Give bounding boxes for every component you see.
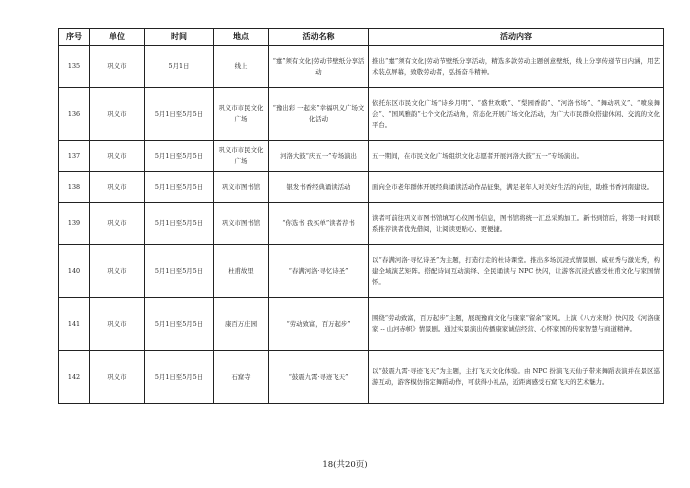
- row-unit: 巩义市: [90, 46, 145, 88]
- row-no: 141: [59, 298, 90, 351]
- row-time: 5月1日至5月5日: [145, 351, 214, 404]
- row-time: 5月1日至5月5日: [145, 298, 214, 351]
- row-activity-content: 读者可前往巩义市图书馆填写心仪图书信息，图书馆将统一汇总采购加工。新书到馆后，将第一时间联系推荐读者优先借阅，让阅读更贴心、更便捷。: [369, 203, 664, 245]
- table-row: [59, 172, 664, 203]
- row-no: 140: [59, 245, 90, 298]
- row-place: 巩义市市民文化广场: [214, 88, 269, 141]
- row-unit: 巩义市: [90, 172, 145, 203]
- row-unit: 巩义市: [90, 203, 145, 245]
- row-activity-content: 围绕“劳动致富，百万起步”主题，展现豫商文化与康家“留余”家风。上演《八方来财》快闪及《河洛康家 -- 山河赤帜》情景剧。通过实景演出传播康家诚信经营、心怀家国的传家智慧与商道精神。: [369, 298, 664, 351]
- row-no: 137: [59, 141, 90, 172]
- header-activity-name: 活动名称: [269, 29, 369, 46]
- row-activity-name: “豫出彩 一起来”幸福巩义广场文化活动: [269, 88, 369, 141]
- row-activity-name: “疐”须有文化|劳动节壁纸分享活动: [269, 46, 369, 88]
- row-activity-content: 推出“疐”须有文化|劳动节壁纸分享活动，精选多款劳动主题创意壁纸，线上分享传递节日内涵，用艺术装点屏幕，致敬劳动者，弘扬奋斗精神。: [369, 46, 664, 88]
- header-time: 时间: [145, 29, 214, 46]
- row-activity-name: “春满河洛·寻忆诗圣”: [269, 245, 369, 298]
- table-row: [59, 298, 664, 351]
- row-place: 杜甫故里: [214, 245, 269, 298]
- header-unit: 单位: [90, 29, 145, 46]
- table-header-row: [59, 29, 664, 46]
- row-unit: 巩义市: [90, 298, 145, 351]
- row-time: 5月1日至5月5日: [145, 245, 214, 298]
- row-activity-content: 面向全市老年群体开展经典诵读活动作品征集，满足老年人对美好生活的向往，助推书香河南建设。: [369, 172, 664, 203]
- row-no: 136: [59, 88, 90, 141]
- row-place: 康百万庄园: [214, 298, 269, 351]
- row-time: 5月1日至5月5日: [145, 88, 214, 141]
- row-no: 138: [59, 172, 90, 203]
- table-row: [59, 203, 664, 245]
- row-activity-name: “劳动致富，百万起步”: [269, 298, 369, 351]
- row-activity-content: 以“春满河洛·寻忆诗圣”为主题，打造行走的杜诗课堂。推出多场沉浸式情景剧、威亚秀与激光秀，构建全域演艺矩阵。搭配诗词互动演绎、全民诵读与 NPC 快闪，让游客沉浸式感受杜甫文化与家国情怀。: [369, 245, 664, 298]
- row-activity-content: 依托东区市民文化广场“诗乡月明”、“盛世欢歌”、“梨园香韵”、“河洛书场”、“舞动巩义”、“喷泉舞会”、“国风雅韵”七个文化活动角，常态化开展广场文化活动，为广大市民群众搭建休闲、交流的文化平台。: [369, 88, 664, 141]
- row-no: 135: [59, 46, 90, 88]
- row-time: 5月1日至5月5日: [145, 203, 214, 245]
- page-footer: 18(共20页): [322, 460, 368, 470]
- activity-table: [58, 28, 664, 404]
- row-activity-name: 银发书香经典诵读活动: [269, 172, 369, 203]
- row-activity-name: “你选书 我买单”读者荐书: [269, 203, 369, 245]
- row-unit: 巩义市: [90, 245, 145, 298]
- row-activity-content: 五一期间，在市民文化广场组织文化志愿者开展河洛大鼓“五一”专场演出。: [369, 141, 664, 172]
- row-place: 线上: [214, 46, 269, 88]
- table-row: [59, 46, 664, 88]
- row-unit: 巩义市: [90, 351, 145, 404]
- row-activity-name: “鼓震九霄·寻迹飞天”: [269, 351, 369, 404]
- table-row: [59, 88, 664, 141]
- row-time: 5月1日至5月5日: [145, 172, 214, 203]
- row-place: 巩义市图书馆: [214, 172, 269, 203]
- row-activity-content: 以“鼓震九霄·寻迹飞天”为主题，主打飞天文化体验。由 NPC 扮演飞天仙子带来舞蹈表演并在景区巡游互动，游客模仿指定舞蹈动作，可获得小礼品，近距离感受石窟飞天的艺术魅力。: [369, 351, 664, 404]
- row-no: 139: [59, 203, 90, 245]
- table-row: [59, 351, 664, 404]
- row-time: 5月1日: [145, 46, 214, 88]
- table-row: [59, 141, 664, 172]
- table-row: [59, 245, 664, 298]
- row-no: 142: [59, 351, 90, 404]
- row-place: 石窟寺: [214, 351, 269, 404]
- row-unit: 巩义市: [90, 88, 145, 141]
- row-time: 5月1日至5月5日: [145, 141, 214, 172]
- row-place: 巩义市图书馆: [214, 203, 269, 245]
- header-activity-content: 活动内容: [369, 29, 664, 46]
- header-no: 序号: [59, 29, 90, 46]
- row-place: 巩义市市民文化广场: [214, 141, 269, 172]
- row-unit: 巩义市: [90, 141, 145, 172]
- header-place: 地点: [214, 29, 269, 46]
- row-activity-name: 河洛大鼓“庆五一”专场演出: [269, 141, 369, 172]
